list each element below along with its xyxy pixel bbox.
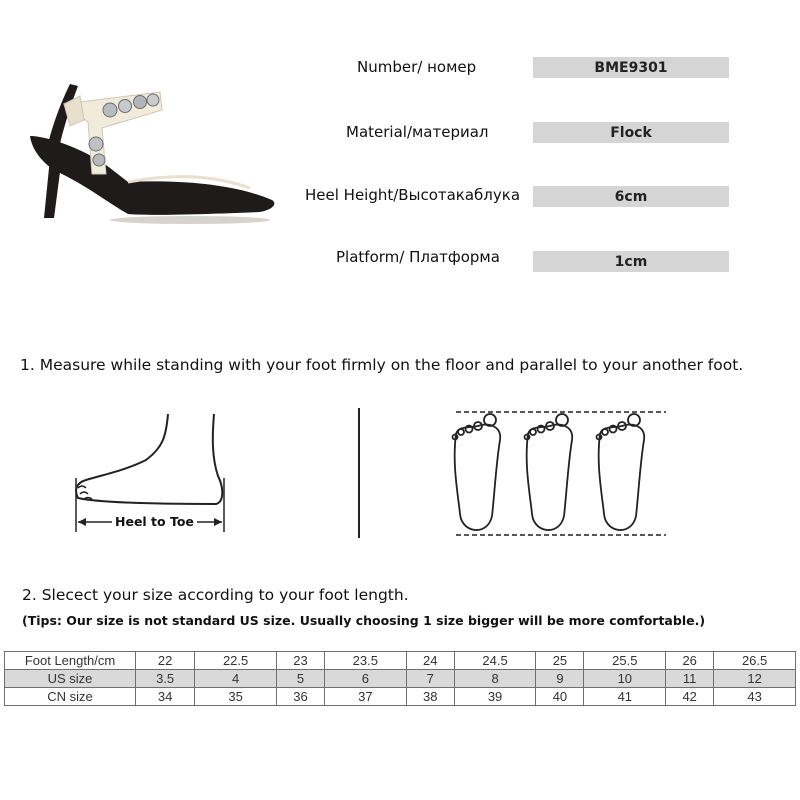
table-cell: 42: [666, 688, 714, 706]
table-row-us-size: [5, 670, 796, 688]
table-cell: 23: [276, 652, 324, 670]
table-cell: 43: [714, 688, 796, 706]
product-image: [10, 70, 290, 245]
table-cell: 6: [324, 670, 406, 688]
table-row-header: Foot Length/cm: [5, 652, 136, 670]
table-cell: 4: [195, 670, 277, 688]
spec-value-material: Flock: [533, 122, 729, 143]
table-cell: 22.5: [195, 652, 277, 670]
spec-value-number: BME9301: [533, 57, 729, 78]
step1-heading: 1. Measure while standing with your foot firmly on the floor and parallel to your another foot.: [20, 356, 744, 374]
table-cell: 41: [584, 688, 666, 706]
table-cell: 24: [406, 652, 454, 670]
spec-value-heel-height: 6cm: [533, 186, 729, 207]
table-row-header: US size: [5, 670, 136, 688]
shoe-illustration: [30, 84, 274, 224]
table-cell: 9: [536, 670, 584, 688]
table-cell: 8: [454, 670, 536, 688]
table-cell: 25: [536, 652, 584, 670]
spec-label-material: Material/материал: [346, 123, 489, 141]
diagram-divider: [358, 408, 360, 538]
spec-label-heel-height: Heel Height/Высотакаблука: [305, 186, 521, 204]
table-cell: 23.5: [324, 652, 406, 670]
table-row-cn-size: [5, 688, 796, 706]
spec-label-platform: Platform/ Платформа: [336, 248, 500, 266]
table-cell: 5: [276, 670, 324, 688]
table-cell: 38: [406, 688, 454, 706]
table-cell: 34: [136, 688, 195, 706]
table-cell: 11: [666, 670, 714, 688]
table-row-foot-length: [5, 652, 796, 670]
size-tips: (Tips: Our size is not standard US size. Usually choosing 1 size bigger will be more comfortable.): [22, 613, 706, 628]
table-cell: 7: [406, 670, 454, 688]
table-cell: 37: [324, 688, 406, 706]
spec-label-number: Number/ номер: [357, 58, 477, 76]
spec-value-platform: 1cm: [533, 251, 729, 272]
table-cell: 36: [276, 688, 324, 706]
table-cell: 26: [666, 652, 714, 670]
table-cell: 39: [454, 688, 536, 706]
table-cell: 24.5: [454, 652, 536, 670]
table-cell: 3.5: [136, 670, 195, 688]
top-foot-diagram: [448, 404, 672, 542]
table-cell: 12: [714, 670, 796, 688]
table-cell: 25.5: [584, 652, 666, 670]
size-table: [4, 651, 796, 706]
table-cell: 10: [584, 670, 666, 688]
table-row-header: CN size: [5, 688, 136, 706]
table-cell: 40: [536, 688, 584, 706]
table-cell: 22: [136, 652, 195, 670]
heel-to-toe-label: Heel to Toe: [112, 514, 197, 529]
table-cell: 26.5: [714, 652, 796, 670]
step2-heading: 2. Slecect your size according to your foot length.: [22, 586, 409, 604]
table-cell: 35: [195, 688, 277, 706]
